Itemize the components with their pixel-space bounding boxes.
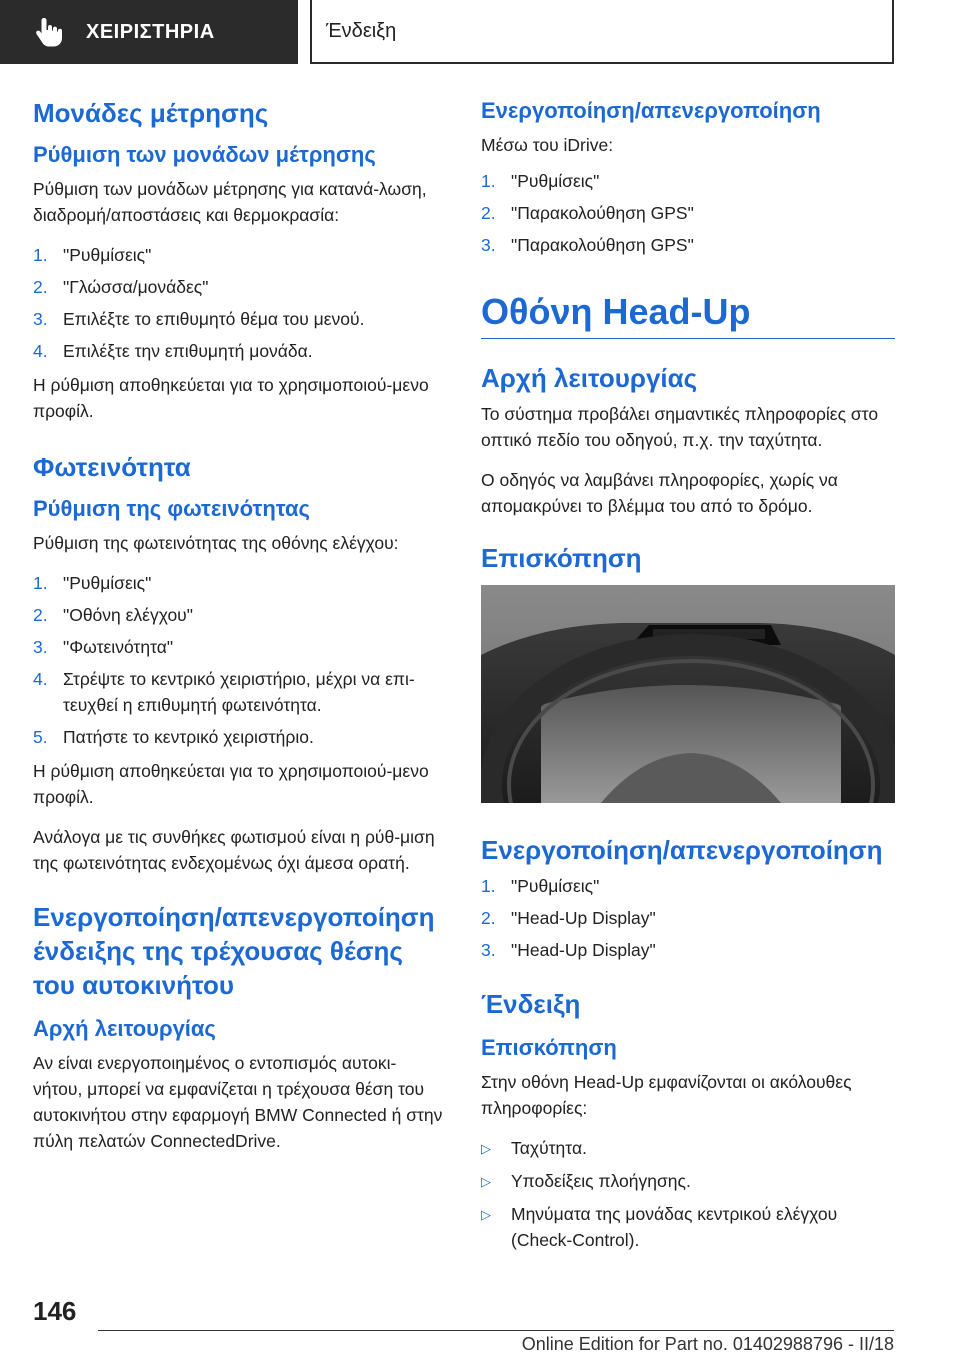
display-intro: Στην οθόνη Head-Up εμφανίζονται οι ακόλουθες πληροφορίες: (481, 1072, 852, 1118)
units-note: Η ρύθμιση αποθηκεύεται για το χρησιμοποιού-μενο προφίλ. (33, 375, 429, 421)
units-subheading: Ρύθμιση των μονάδων μέτρησης (33, 142, 376, 167)
hud-activation-heading: Ενεργοποίηση/απενεργοποίηση (481, 835, 883, 865)
gps-steps-list (481, 168, 895, 258)
hud-dashboard-photo (481, 585, 895, 803)
hand-pointer-icon (30, 14, 66, 50)
gps-activation-intro: Μέσω του iDrive: (481, 135, 614, 155)
current-section-title: Ένδειξη (326, 19, 397, 42)
brightness-heading: Φωτεινότητα (33, 452, 191, 482)
list-item: 2. "Οθόνη ελέγχου" (33, 605, 193, 625)
units-heading: Μονάδες μέτρησης (33, 98, 269, 128)
hud-heading-rule (481, 338, 895, 339)
gps-activation-heading: Ενεργοποίηση/απενεργοποίηση (481, 98, 821, 123)
list-item: 2. "Γλώσσα/μονάδες" (33, 277, 209, 297)
list-item: 4. Στρέψτε το κεντρικό χειριστήριο, μέχρι να επι-τευχθεί η επιθυμητή φωτεινότητα. (33, 669, 415, 715)
hud-paragraph-1: Το σύστημα προβάλει σημαντικές πληροφορίες στο οπτικό πεδίο του οδηγού, π.χ. την ταχύτητα. (481, 404, 879, 450)
hud-principle-heading: Αρχή λειτουργίας (481, 363, 698, 393)
list-item: ▷ Ταχύτητα. (481, 1138, 587, 1158)
list-item: 2. "Head-Up Display" (481, 908, 656, 928)
display-items-list (481, 1135, 895, 1253)
position-subheading: Αρχή λειτουργίας (33, 1016, 216, 1041)
units-steps-list (33, 242, 443, 364)
brightness-note-1: Η ρύθμιση αποθηκεύεται για το χρησιμοποιού-μενο προφίλ. (33, 761, 429, 807)
right-column (481, 96, 895, 1261)
hud-paragraph-2: Ο οδηγός να λαμβάνει πληροφορίες, χωρίς να απομακρύνει το βλέμμα του από το δρόμο. (481, 470, 838, 516)
header-current-section (310, 0, 894, 64)
list-item: 5. Πατήστε το κεντρικό χειριστήριο. (33, 727, 314, 747)
list-item: 2. "Παρακολούθηση GPS" (481, 203, 694, 223)
brightness-note-2: Ανάλογα με τις συνθήκες φωτισμού είναι η ρύθ-μιση της φωτεινότητας ενδεχομένως όχι άμεσα ορατή. (33, 827, 435, 873)
display-overview-heading: Επισκόπηση (481, 1035, 617, 1060)
hud-steps-list (481, 873, 895, 963)
list-item: 1. "Ρυθμίσεις" (33, 573, 152, 593)
brightness-intro: Ρύθμιση της φωτεινότητας της οθόνης ελέγχου: (33, 533, 399, 553)
display-heading: Ένδειξη (481, 989, 581, 1019)
manual-section-title: ΧΕΙΡΙΣΤΗΡΙΑ (86, 20, 215, 43)
left-column (33, 96, 443, 1168)
list-item: 1. "Ρυθμίσεις" (33, 245, 152, 265)
list-item: 1. "Ρυθμίσεις" (481, 171, 600, 191)
list-item: 3. "Φωτεινότητα" (33, 637, 174, 657)
hud-heading: Οθόνη Head-Up (481, 291, 751, 332)
list-item: 4. Επιλέξτε την επιθυμητή μονάδα. (33, 341, 313, 361)
header-manual-tab (0, 0, 298, 64)
brightness-steps-list (33, 570, 443, 750)
list-item: ▷ Μηνύματα της μονάδας κεντρικού ελέγχου (Check-Control). (481, 1204, 838, 1250)
list-item: 3. Επιλέξτε το επιθυμητό θέμα του μενού. (33, 309, 365, 329)
list-item: 3. "Head-Up Display" (481, 940, 656, 960)
list-item: ▷ Υποδείξεις πλοήγησης. (481, 1171, 691, 1191)
hud-overview-heading: Επισκόπηση (481, 543, 642, 573)
list-item: 1. "Ρυθμίσεις" (481, 876, 600, 896)
brightness-subheading: Ρύθμιση της φωτεινότητας (33, 496, 310, 521)
position-text: Αν είναι ενεργοποιημένος ο εντοπισμός αυτοκι-νήτου, μπορεί να εμφανίζεται η τρέχουσα θέση του αυτοκινήτου στην εφαρμογή BMW Connected ή στην πύλη πελατών ConnectedDrive. (33, 1053, 443, 1151)
position-heading: Ενεργοποίηση/απενεργοποίηση ένδειξης της τρέχουσας θέσης του αυτοκινήτου (33, 902, 435, 1000)
footer-rule (98, 1330, 894, 1331)
footer-edition: Online Edition for Part no. 01402988796 - II/18 (521, 1334, 894, 1354)
list-item: 3. "Παρακολούθηση GPS" (481, 235, 694, 255)
page-number: 146 (33, 1296, 77, 1326)
units-intro: Ρύθμιση των μονάδων μέτρησης για κατανά-λωση, διαδρομή/αποστάσεις και θερμοκρασία: (33, 179, 427, 225)
